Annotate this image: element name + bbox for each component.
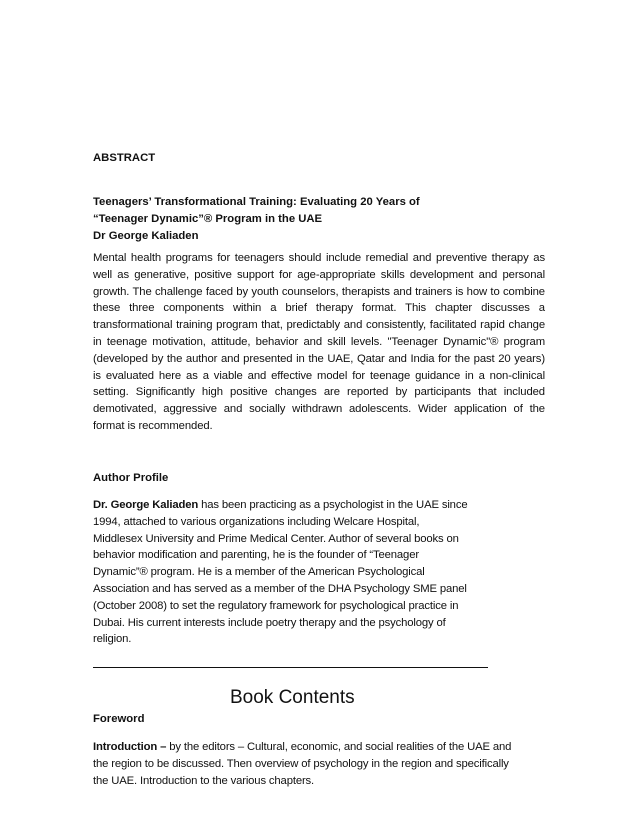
author-profile-line: Dynamic”® program. He is a member of the American Psychological — [93, 566, 425, 579]
abstract-body: Mental health programs for teenagers should include remedial and preventive therapy as well as generative, positive support for age-appropriate skills development and personal growth. The challenge faced by youth counselors, therapists and trainers is how to combine these three components within a brief therapy format. This chapter discusses a transformational training program that, predictably and consistently, facilitated rapid change in teenage motivation, attitude, behavior and skill levels. "Teenager Dynamic"® program (developed by the author and presented in the UAE, Qatar and India for the past 20 years) is evaluated here as a viable and effective model for teenage guidance in a non-clinical setting. Significantly high positive changes are reported by participants that included demotivated, aggressive and socially withdrawn adolescents. Wider application of the format is recommended. — [93, 252, 545, 432]
author-profile-heading: Author Profile — [93, 472, 169, 484]
introduction-line: the region to be discussed. Then overview of psychology in the region and specifically — [93, 757, 509, 770]
abstract-title-line-2: “Teenager Dynamic”® Program in the UAE — [93, 212, 323, 225]
author-profile-line: (October 2008) to set the regulatory framework for psychological practice in — [93, 599, 459, 612]
author-profile-line: religion. — [93, 633, 132, 646]
author-profile-body — [93, 497, 493, 648]
author-profile-line — [93, 497, 493, 514]
introduction-label: Introduction – — [93, 741, 167, 753]
author-profile-line: Middlesex University and Prime Medical Center. Author of several books on — [93, 532, 459, 545]
abstract-author: Dr George Kaliaden — [93, 229, 199, 242]
author-profile-text: has been practicing as a psychologist in the UAE since — [198, 499, 468, 511]
book-contents-title: Book Contents — [230, 687, 355, 708]
introduction-text: by the editors – Cultural, economic, and social realities of the UAE and — [166, 741, 512, 753]
section-divider — [93, 667, 488, 668]
foreword-heading: Foreword — [93, 713, 145, 725]
abstract-title-block — [93, 194, 453, 244]
author-profile-line: 1994, attached to various organizations including Welcare Hospital, — [93, 515, 420, 528]
author-name: Dr. George Kaliaden — [93, 499, 199, 511]
abstract-title-line-1: Teenagers’ Transformational Training: Evaluating 20 Years of — [93, 196, 420, 208]
author-profile-line: behavior modification and parenting, he is the founder of “Teenager — [93, 549, 419, 562]
introduction-line: the UAE. Introduction to the various chapters. — [93, 774, 315, 787]
author-profile-line: Dubai. His current interests include poetry therapy and the psychology of — [93, 616, 446, 629]
author-profile-line: Association and has served as a member of the DHA Psychology SME panel — [93, 582, 467, 595]
introduction-line — [93, 739, 523, 756]
abstract-heading: ABSTRACT — [93, 152, 156, 164]
introduction-entry — [93, 739, 523, 789]
